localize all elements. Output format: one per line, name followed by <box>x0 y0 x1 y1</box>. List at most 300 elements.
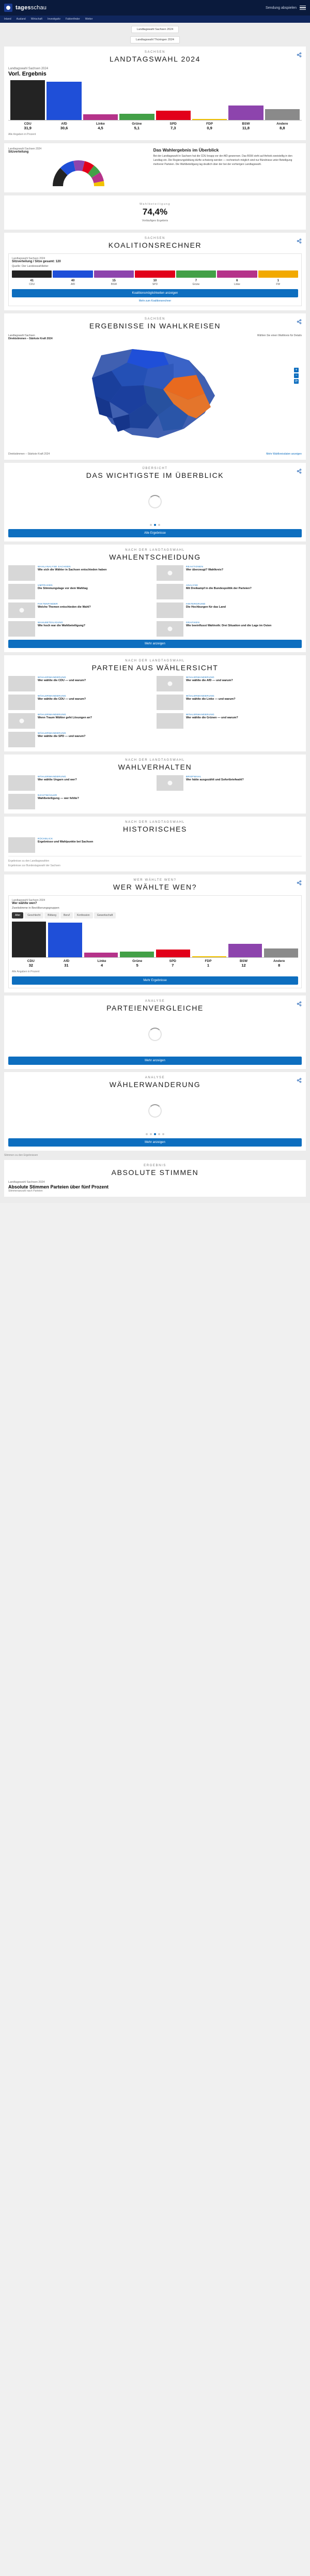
dot-3[interactable] <box>154 1133 156 1135</box>
brand-bold: tages <box>16 5 31 11</box>
party-name: AfD <box>61 122 67 126</box>
map-zoom-controls[interactable] <box>294 368 299 384</box>
article-headline[interactable]: Wer wählte die CDU — und warum? <box>38 679 86 682</box>
article-headline[interactable]: Wer wählte die CDU — und warum? <box>38 698 86 701</box>
decision-card <box>4 545 306 652</box>
whovoted-tabs[interactable] <box>12 912 298 918</box>
article-thumbnail <box>8 695 35 710</box>
nav-bar <box>0 16 310 23</box>
article-kicker: NICHTWÄHLER <box>38 794 57 796</box>
coalition-seat-bar-spd <box>135 270 175 278</box>
party-value: 7 <box>172 963 174 968</box>
party-name: BSW <box>239 959 248 963</box>
party-name: FDP <box>206 122 213 126</box>
coalition-box-title: Sitzverteilung / Sitze gesamt: 120 <box>12 260 61 263</box>
coalition-more-link[interactable]: Mehr zum Koalitionsrechner <box>138 299 172 303</box>
whovoted-bar-chart <box>12 922 298 958</box>
dot-2[interactable] <box>154 524 156 526</box>
article-kicker: WÄHLERWANDERUNG <box>186 676 215 679</box>
result-bar-bsw <box>228 80 263 120</box>
party-name: BSW <box>242 122 250 126</box>
absolute-head: Landtagswahl Sachsen 2024 <box>8 1181 45 1184</box>
whovoted-title: WER WÄHLTE WEN? <box>113 883 197 891</box>
party-value: 32 <box>28 963 33 968</box>
coalition-seat-name: AfD <box>70 283 75 286</box>
party-value: 12 <box>241 963 246 968</box>
whovoted-label-grüne <box>120 959 154 968</box>
article-kicker: REAKTIONEN <box>186 565 204 568</box>
party-name: AfD <box>63 959 70 963</box>
footer-note: Stimmen zu den Ergebnissen <box>4 1154 38 1157</box>
history-article[interactable] <box>8 837 302 853</box>
whovoted-label-spd <box>156 959 190 968</box>
whovoted-box-sub: Zweitstimme in Bevölkerungsgruppen <box>12 907 59 910</box>
party-name: CDU <box>24 122 32 126</box>
article-headline[interactable]: Wer überzeugt? Wahlkreis? <box>186 568 224 571</box>
article-kicker: WÄHLERWANDERUNG <box>186 695 215 697</box>
share-icon[interactable] <box>297 318 302 323</box>
behaviour-card <box>4 755 306 814</box>
article-card[interactable] <box>157 676 302 691</box>
parties-view-title: PARTEIEN AUS WÄHLERSICHT <box>91 664 219 672</box>
whovoted-tab-alter[interactable]: Alter <box>12 912 23 918</box>
migration-title: WÄHLERWANDERUNG <box>109 1080 201 1089</box>
overview-card <box>4 463 306 541</box>
nav-item-wirtschaft[interactable]: Wirtschaft <box>30 18 42 21</box>
coalition-show-button[interactable]: Koalitionsmöglichkeiten anzeigen <box>12 289 298 297</box>
whovoted-tab-konfession[interactable]: Konfession <box>74 912 93 918</box>
map-svg[interactable] <box>8 342 302 450</box>
result-label-grüne <box>119 122 154 130</box>
result-bar-linke <box>83 80 118 120</box>
article-kicker: BRIEFWAHL <box>186 775 202 778</box>
dot-5[interactable] <box>162 1133 164 1135</box>
whovoted-tab-geschlecht[interactable]: Geschlecht <box>24 912 43 918</box>
whovoted-more-button[interactable]: Mehr Ergebnisse <box>12 976 298 985</box>
compare-more-button[interactable]: Mehr anzeigen <box>8 1057 302 1065</box>
article-thumbnail <box>8 602 35 618</box>
coalition-seat-bar-linke <box>217 270 257 278</box>
article-card[interactable] <box>157 775 302 791</box>
party-name: SPD <box>169 122 177 126</box>
share-icon[interactable] <box>297 237 302 242</box>
dot-1[interactable] <box>146 1133 148 1135</box>
nav-item-inland[interactable]: Inland <box>4 18 11 21</box>
compare-title: PARTEIENVERGLEICHE <box>106 1004 204 1012</box>
article-headline[interactable]: Die Stimmungslage vor dem Wahltag <box>38 587 88 590</box>
bar <box>47 82 81 120</box>
map-zoom-in[interactable]: + <box>294 368 299 372</box>
bar <box>12 922 46 957</box>
dot-4[interactable] <box>158 1133 160 1135</box>
result-bar-afd <box>47 80 81 120</box>
compare-kicker: ANALYSE <box>145 1000 165 1003</box>
article-thumbnail <box>157 621 183 637</box>
bar <box>192 956 226 957</box>
whovoted-label-cdu <box>14 959 48 968</box>
article-card[interactable] <box>157 584 302 599</box>
districts-kicker: SACHSEN <box>144 318 166 321</box>
article-headline[interactable]: Wer wählte die Grünen — und warum? <box>186 716 238 719</box>
dot-1[interactable] <box>150 524 152 526</box>
seat-mini-head: Landtagswahl Sachsen 2024 <box>8 147 42 150</box>
absolute-kicker: ERGEBNIS <box>144 1164 166 1167</box>
bar <box>264 948 298 957</box>
article-kicker: WAHLBETEILIGUNG <box>38 621 64 624</box>
history-article-kicker: RÜCKBLICK <box>38 837 53 840</box>
coalition-seat-bars <box>12 270 298 278</box>
whovoted-bar-afd <box>48 922 82 957</box>
coalition-seat-name: CDU <box>29 283 35 286</box>
party-name: SPD <box>169 959 176 963</box>
absolute-card <box>4 1160 306 1197</box>
menu-icon[interactable] <box>300 6 306 10</box>
whovoted-label-afd <box>50 959 84 968</box>
whovoted-label-bsw <box>227 959 261 968</box>
article-headline[interactable]: Wenn Traum Wähler geht Lösungen an? <box>38 716 92 719</box>
article-headline[interactable]: Mit Dreikampf in die Bundespolitik der Parteien? <box>186 587 252 590</box>
logo-icon[interactable] <box>4 4 12 12</box>
districts-title: ERGEBNISSE IN WAHLKREISEN <box>89 322 221 330</box>
article-thumbnail <box>8 713 35 729</box>
article-headline[interactable]: Wie beeinflusst Wahlvolk: Drei Situation und die Lage im Osten <box>186 624 272 627</box>
result-sub-head: Landtagswahl Sachsen 2024 <box>8 67 49 70</box>
history-kicker: NACH DER LANDTAGSWAHL <box>125 821 185 824</box>
party-value: 5 <box>136 963 138 968</box>
article-card[interactable] <box>157 602 302 618</box>
whovoted-bar-bsw <box>228 922 262 957</box>
bar <box>120 952 154 957</box>
coalition-box-head: Landtagswahl Sachsen 2024 <box>12 257 45 260</box>
election-pill-row-1 <box>0 26 310 33</box>
bar <box>48 923 82 957</box>
decision-article-grid <box>8 565 302 637</box>
article-thumbnail <box>157 775 183 791</box>
district-map[interactable] <box>8 342 302 450</box>
parties-view-card <box>4 655 306 751</box>
article-card[interactable] <box>157 713 302 729</box>
coalition-seat-name: SPD <box>152 283 158 286</box>
article-card[interactable] <box>8 732 153 747</box>
article-kicker: GRAFIKEN <box>186 621 200 624</box>
nav-item-investigativ[interactable]: Investigativ <box>47 18 60 21</box>
article-thumbnail <box>157 584 183 599</box>
loading-spinner <box>148 1104 162 1118</box>
coalition-seat-count: 1 <box>277 279 279 282</box>
coalition-kicker: SACHSEN <box>144 237 166 240</box>
districts-card <box>4 313 306 460</box>
coalition-seat-name: FW <box>276 283 281 286</box>
share-icon[interactable] <box>297 1076 302 1081</box>
result-label-afd <box>47 122 81 130</box>
article-headline[interactable]: Wahlbeteiligung — wer fehlte? <box>38 797 79 800</box>
result-bar-fdp <box>192 80 227 120</box>
article-kicker: FAKTENFINDER <box>38 602 58 605</box>
map-head-left <box>8 334 53 340</box>
loading-spinner <box>148 1028 162 1041</box>
seat-mini-title: Sitzverteilung <box>8 150 29 154</box>
bar <box>192 119 227 120</box>
article-headline[interactable]: Wie hoch war die Wahlbeteiligung? <box>38 624 86 627</box>
coalition-seat-bar-cdu <box>12 270 52 278</box>
play-broadcast-label[interactable]: Sendung abspielen <box>266 6 297 10</box>
article-card[interactable] <box>8 713 153 729</box>
article-thumbnail <box>8 676 35 691</box>
article-thumbnail <box>157 713 183 729</box>
loading-spinner <box>148 495 162 508</box>
party-name: Andere <box>276 122 288 126</box>
result-bar-labels <box>8 122 302 130</box>
pill-thueringen[interactable]: Landtagswahl Thüringen 2024 <box>130 36 180 43</box>
election-pill-row-2 <box>0 36 310 43</box>
whovoted-tab-beruf[interactable]: Beruf <box>60 912 73 918</box>
compare-card <box>4 996 306 1069</box>
migration-kicker: ANALYSE <box>145 1076 165 1079</box>
absolute-title: ABSOLUTE STIMMEN <box>111 1168 199 1177</box>
overview-kicker: ÜBERSICHT <box>142 467 168 470</box>
article-card[interactable] <box>8 621 153 637</box>
whovoted-label-linke <box>85 959 119 968</box>
overview-carousel-dots[interactable] <box>8 524 302 526</box>
overview-all-results-button[interactable]: Alle Ergebnisse <box>8 529 302 537</box>
coalition-seat-bar-bsw <box>94 270 134 278</box>
article-kicker: HINTERGRUND <box>186 602 206 605</box>
migration-more-button[interactable]: Mehr anzeigen <box>8 1138 302 1147</box>
share-icon[interactable] <box>297 879 302 884</box>
share-icon[interactable] <box>297 1000 302 1005</box>
overview-title: DAS WICHTIGSTE IM ÜBERBLICK <box>86 471 224 479</box>
article-card[interactable] <box>157 565 302 581</box>
whovoted-card <box>4 875 306 992</box>
coalition-seat-name: BSW <box>111 283 117 286</box>
whovoted-box-head: Landtagswahl Sachsen 2024 <box>12 899 45 902</box>
history-link-1[interactable]: Ergebnisse zu den Landtagswahlen <box>8 860 50 863</box>
behaviour-article-grid <box>8 775 302 809</box>
article-headline[interactable]: Welche Themen entschieden die Wahl? <box>38 606 91 609</box>
party-value: 8 <box>278 963 281 968</box>
whovoted-tab-gewerkschaft[interactable]: Gewerkschaft <box>94 912 116 918</box>
seat-distribution-block <box>8 147 149 188</box>
party-name: Grüne <box>132 122 142 126</box>
result-title: LANDTAGSWAHL 2024 <box>109 55 201 63</box>
article-kicker: WAHLANALYSE SACHSEN <box>38 565 71 568</box>
result-bar-andere <box>265 80 300 120</box>
seat-donut <box>8 155 149 188</box>
history-article-headline[interactable]: Ergebnisse und Wahlpunkte bei Sachsen <box>38 840 94 843</box>
bar <box>84 953 118 957</box>
parties-view-kicker: NACH DER LANDTAGSWAHL <box>125 659 185 662</box>
article-headline[interactable]: Wer wählte die AfD — und warum? <box>186 679 233 682</box>
coalition-seat-bar-afd <box>53 270 92 278</box>
whovoted-bar-linke <box>84 922 118 957</box>
whovoted-bar-grüne <box>120 922 154 957</box>
decision-title: WAHLENTSCHEIDUNG <box>109 553 201 561</box>
result-card <box>4 47 306 140</box>
share-icon[interactable] <box>297 51 302 56</box>
article-thumbnail <box>8 584 35 599</box>
article-card[interactable] <box>8 565 153 581</box>
map-head-left-1: Landtagswahl Sachsen <box>8 334 35 337</box>
coalition-seat-bar-fw <box>258 270 298 278</box>
whovoted-legend: Alle Angaben in Prozent <box>12 970 40 973</box>
coalition-seat-names <box>12 283 298 286</box>
article-headline[interactable]: Wer wählte die Linke — und warum? <box>186 698 236 701</box>
article-kicker: WÄHLERWANDERUNG <box>38 732 67 734</box>
coalition-seat-count: 40 <box>71 279 75 282</box>
party-value: 31,9 <box>24 126 32 130</box>
article-thumbnail <box>157 676 183 691</box>
article-thumbnail <box>8 621 35 637</box>
result-footnote: Alle Angaben in Prozent <box>8 133 36 136</box>
article-thumbnail <box>157 695 183 710</box>
article-kicker: WÄHLERWANDERUNG <box>186 713 215 716</box>
majorities-card <box>4 143 306 192</box>
map-head-left-2: Direktstimmen – Stärkste Kraft 2024 <box>8 337 53 340</box>
party-value: 7,3 <box>170 126 176 130</box>
article-kicker: UMFRAGEN <box>38 584 53 586</box>
result-bar-grüne <box>119 80 154 120</box>
result-label-andere <box>265 122 300 130</box>
article-headline[interactable]: Die Hochburgen für das Land <box>186 606 226 609</box>
coalition-seat-numbers <box>12 279 298 282</box>
article-thumbnail <box>157 565 183 581</box>
history-link-2[interactable]: Ergebnisse zur Bundestagswahl der Sachsen <box>8 864 60 867</box>
blurb-title: Das Wahlergebnis im Überblick <box>153 147 219 153</box>
brand-light: schau <box>30 5 47 11</box>
party-name: FDP <box>205 959 212 963</box>
result-label-linke <box>83 122 118 130</box>
history-title: HISTORISCHES <box>123 825 187 833</box>
brand-title[interactable] <box>16 5 47 11</box>
result-label-spd <box>156 122 191 130</box>
party-value: 4,5 <box>98 126 103 130</box>
map-reset[interactable]: ⟳ <box>295 380 298 383</box>
article-headline[interactable]: Wer wählte die SPD — und warum? <box>38 735 86 738</box>
history-card <box>4 817 306 871</box>
party-value: 1 <box>207 963 210 968</box>
article-headline[interactable]: Wer hätte ausgezählt und Sofortbriefwahl? <box>186 778 244 781</box>
behaviour-title: WAHLVERHALTEN <box>118 763 192 771</box>
whovoted-kicker: WER WÄHLTE WEN? <box>133 879 177 882</box>
result-sub-title: Vorl. Ergebnis <box>8 71 47 77</box>
article-headline[interactable]: Wie sich die Wähler in Sachsen entschieden haben <box>38 568 107 571</box>
party-name: CDU <box>27 959 35 963</box>
result-bar-chart <box>8 80 302 120</box>
pill-sachsen[interactable]: Landtagswahl Sachsen 2024 <box>131 26 179 33</box>
behaviour-kicker: NACH DER LANDTAGSWAHL <box>125 759 185 762</box>
whovoted-tab-bildung[interactable]: Bildung <box>44 912 59 918</box>
bar <box>10 80 45 120</box>
party-value: 8,8 <box>280 126 285 130</box>
result-bar-spd <box>156 80 191 120</box>
migration-carousel-dots[interactable] <box>8 1133 302 1135</box>
article-headline[interactable]: Wer wählte Ungarn und wer? <box>38 778 77 781</box>
whovoted-bar-spd <box>156 922 190 957</box>
parties-article-grid <box>8 676 302 747</box>
coalition-seat-bar-grüne <box>176 270 216 278</box>
map-zoom-out[interactable]: − <box>294 373 299 378</box>
article-card[interactable] <box>8 695 153 710</box>
article-card[interactable] <box>8 602 153 618</box>
bar <box>228 944 262 957</box>
result-kicker: SACHSEN <box>144 51 166 54</box>
coalition-seat-count: 41 <box>30 279 34 282</box>
blurb-body: Bei der Landtagswahl in Sachsen hat die CDU knapp vor der AfD gewonnen. Das BSW zieht auf Anhieb zweistellig in den Landtag ein. Die Regierungsbildung dürfte schwierig werden — rechnerisch möglich sind nur Bündnisse unter Beteiligung mehrerer Parteien. Die Wahlbeteiligung lag deutlich über der bei der vorherigen Landtagswahl. <box>153 155 292 166</box>
party-value: 0,9 <box>207 126 212 130</box>
article-card[interactable] <box>157 695 302 710</box>
article-card[interactable] <box>8 775 153 791</box>
result-bar-cdu <box>10 80 45 120</box>
article-card[interactable] <box>8 584 153 599</box>
whovoted-bar-cdu <box>12 922 46 957</box>
party-value: 4 <box>100 963 103 968</box>
whovoted-box-title: Wer wählte wen? <box>12 902 37 905</box>
party-name: Grüne <box>132 959 143 963</box>
coalition-card <box>4 233 306 310</box>
article-card[interactable] <box>8 676 153 691</box>
nav-item-faktenfinder[interactable]: Faktenfinder <box>65 18 80 21</box>
article-kicker: WÄHLERWANDERUNG <box>38 695 67 697</box>
article-thumbnail <box>8 794 35 809</box>
nav-item-ausland[interactable]: Ausland <box>16 18 26 21</box>
coalition-seat-count: 6 <box>236 279 238 282</box>
article-card[interactable] <box>157 621 302 637</box>
coalition-note: Quelle: Der Landeswahlleiter <box>12 265 49 268</box>
top-bar <box>0 0 310 16</box>
party-name: Linke <box>97 959 106 963</box>
article-kicker: WÄHLERWANDERUNG <box>38 775 67 778</box>
overview-blurb <box>153 147 302 188</box>
turnout-value: 74,4% <box>142 207 168 217</box>
coalition-title: KOALITIONSRECHNER <box>108 241 202 249</box>
bar <box>265 109 300 120</box>
absolute-sub: Stimmenanzahl nach Parteien <box>8 1189 43 1193</box>
article-thumbnail <box>8 775 35 791</box>
coalition-seat-count: 7 <box>195 279 197 282</box>
share-icon[interactable] <box>297 467 302 472</box>
article-thumbnail <box>8 732 35 747</box>
article-kicker: WÄHLERWANDERUNG <box>38 713 67 716</box>
absolute-main: Absolute Stimmen Parteien über fünf Prozent <box>8 1184 109 1189</box>
party-name: Andere <box>273 959 285 963</box>
party-name: Linke <box>96 122 105 126</box>
coalition-seat-name: Grüne <box>192 283 200 286</box>
turnout-sub: Vorläufiges Ergebnis <box>142 219 168 222</box>
party-value: 5,1 <box>134 126 140 130</box>
whovoted-bar-labels <box>12 959 298 968</box>
bar <box>228 106 263 120</box>
dot-3[interactable] <box>158 524 160 526</box>
result-label-bsw <box>228 122 263 130</box>
nav-item-wetter[interactable]: Wetter <box>85 18 93 21</box>
whovoted-bar-andere <box>264 922 298 957</box>
whovoted-bar-fdp <box>192 922 226 957</box>
article-card[interactable] <box>8 794 153 809</box>
page-root <box>0 0 310 1203</box>
dot-2[interactable] <box>150 1133 152 1135</box>
party-value: 11,8 <box>242 126 250 130</box>
bar <box>156 111 191 120</box>
whovoted-box <box>8 895 302 988</box>
bar <box>119 114 154 120</box>
map-foot-link[interactable]: Mehr Wahlkreisdaten anzeigen <box>266 453 302 456</box>
bar <box>83 114 118 120</box>
turnout-kicker: Wahlbeteiligung <box>140 203 171 206</box>
result-label-cdu <box>10 122 45 130</box>
coalition-box <box>8 253 302 306</box>
coalition-seat-count: 10 <box>153 279 157 282</box>
decision-more-button[interactable]: Mehr anzeigen <box>8 640 302 648</box>
